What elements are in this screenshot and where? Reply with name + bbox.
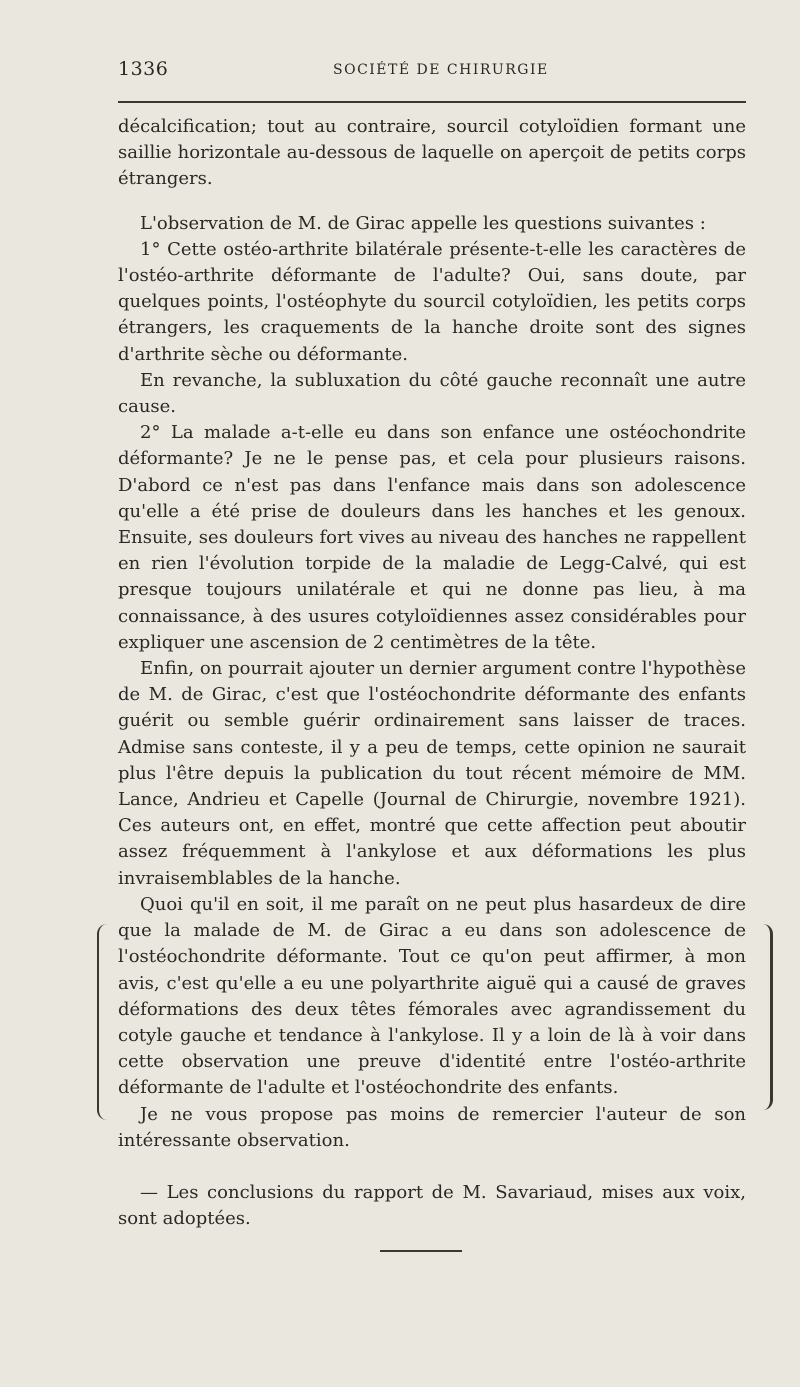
paragraph: En revanche, la subluxation du côté gauche reconnaît une autre cause. xyxy=(118,369,746,418)
margin-bracket-right xyxy=(758,924,773,1110)
header-rule xyxy=(118,101,746,103)
paragraph: Enfin, on pourrait ajouter un dernier argument contre l'hypothèse de M. de Girac, c'est que l'ostéochondrite déformante des enfants guérit ou semble guérir ordinairement sans laisser de traces. Admise sans conteste, il y a peu de temps, cette opinion ne saurait plus l'être depuis la publication du tout récent mémoire de MM. Lance, Andrieu et Capelle (Journal de Chirurgie, novembre 1921). Ces auteurs ont, en effet, montré que cette affection peut aboutir assez fréquemment à l'ankylose et aux déformations les plus invraisemblables de la hanche. xyxy=(118,658,746,889)
page-number: 1336 xyxy=(118,58,169,80)
paragraph: Quoi qu'il en soit, il me paraît on ne peut plus hasardeux de dire que la malade de M. de Girac a eu dans son adolescence de l'ostéochondrite déformante. Tout ce qu'on peut affirmer, à mon avis, c'est qu'elle a eu une polyarthrite aiguë qui a causé de graves déformations des deux têtes fémorales avec agrandissement du cotyle gauche et tendance à l'ankylose. Il y a loin de là à voir dans cette observation une preuve d'identité entre l'ostéo-arthrite déformante de l'adulte et l'ostéochondrite des enfants. xyxy=(118,893,746,1099)
running-title: SOCIÉTÉ DE CHIRURGIE xyxy=(333,62,549,78)
body-text xyxy=(118,114,746,1232)
paragraph: 2° La malade a-t-elle eu dans son enfance une ostéochondrite déformante? Je ne le pense pas, et cela pour plusieurs raisons. D'abord ce n'est pas dans l'enfance mais dans son adolescence qu'elle a été prise de douleurs dans les hanches et les genoux. Ensuite, ses douleurs fort vives au niveau des hanches ne rappellent en rien l'évolution torpide de la maladie de Legg-Calvé, qui est presque toujours unilatérale et qui ne donne pas lieu, à ma connaissance, à des usures cotyloïdiennes assez considérables pour expliquer une ascension de 2 centimètres de la tête. xyxy=(118,422,746,653)
paragraph: Je ne vous propose pas moins de remercier l'auteur de son intéressante observation. xyxy=(118,1103,746,1151)
end-rule xyxy=(380,1250,462,1252)
page-header xyxy=(118,58,744,88)
paragraph: décalcification; tout au contraire, sourcil cotyloïdien formant une saillie horizontale au-dessous de laquelle on aperçoit de petits corps étrangers. xyxy=(118,116,746,190)
paragraph: — Les conclusions du rapport de M. Savariaud, mises aux voix, sont adoptées. xyxy=(118,1181,746,1230)
paragraph: 1° Cette ostéo-arthrite bilatérale présente-t-elle les caractères de l'ostéo-arthrite déformante de l'adulte? Oui, sans doute, par quelques points, l'ostéophyte du sourcil cotyloïdien, les petits corps étrangers, les craquements de la hanche droite sont des signes d'arthrite sèche ou déformante. xyxy=(118,238,746,365)
margin-bracket-left xyxy=(97,924,113,1120)
paragraph: L'observation de M. de Girac appelle les questions suivantes : xyxy=(140,212,706,234)
